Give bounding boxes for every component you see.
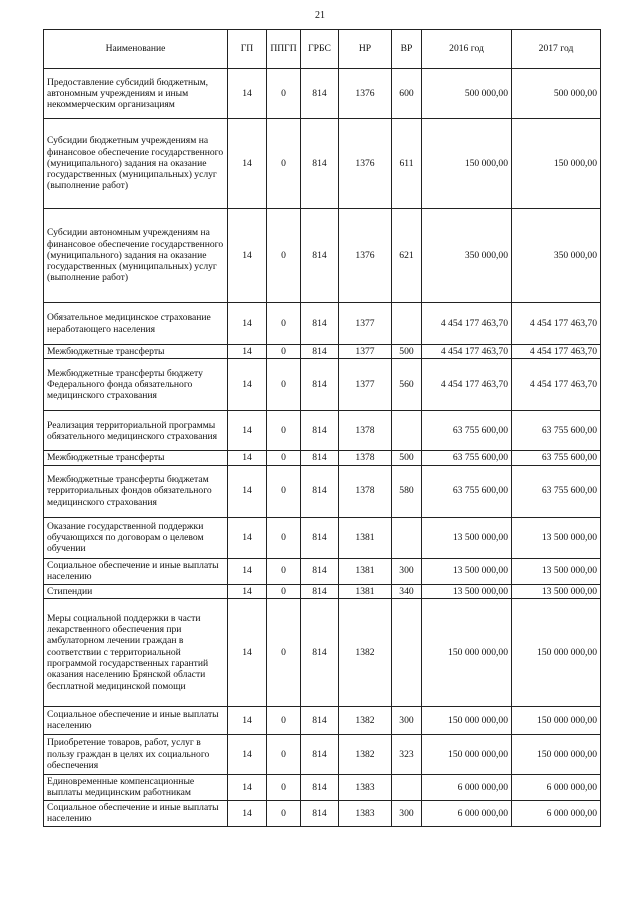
cell-ppgp: 0 xyxy=(267,359,301,411)
cell-name: Межбюджетные трансферты xyxy=(44,345,228,359)
table-row xyxy=(44,345,601,359)
cell-grbs: 814 xyxy=(301,734,339,774)
cell-y2016: 350 000,00 xyxy=(422,209,512,303)
cell-y2016: 150 000 000,00 xyxy=(422,734,512,774)
cell-ppgp: 0 xyxy=(267,69,301,119)
cell-y2017: 4 454 177 463,70 xyxy=(512,303,601,345)
cell-gp: 14 xyxy=(228,774,267,800)
cell-y2017: 63 755 600,00 xyxy=(512,465,601,517)
cell-nr: 1377 xyxy=(339,359,392,411)
cell-y2016: 500 000,00 xyxy=(422,69,512,119)
table-row xyxy=(44,119,601,209)
cell-vr xyxy=(392,411,422,451)
cell-name: Межбюджетные трансферты бюджету Федерального фонда обязательного медицинского страхования xyxy=(44,359,228,411)
cell-gp: 14 xyxy=(228,69,267,119)
cell-y2017: 13 500 000,00 xyxy=(512,517,601,558)
table-row xyxy=(44,69,601,119)
header-gp: ГП xyxy=(228,30,267,69)
table-row xyxy=(44,800,601,826)
table-row xyxy=(44,734,601,774)
header-ppgp: ППГП xyxy=(267,30,301,69)
table-row xyxy=(44,706,601,734)
header-2016: 2016 год xyxy=(422,30,512,69)
cell-y2016: 150 000,00 xyxy=(422,119,512,209)
cell-vr: 500 xyxy=(392,451,422,465)
cell-y2016: 13 500 000,00 xyxy=(422,517,512,558)
cell-y2017: 4 454 177 463,70 xyxy=(512,359,601,411)
cell-gp: 14 xyxy=(228,558,267,584)
cell-nr: 1383 xyxy=(339,800,392,826)
cell-ppgp: 0 xyxy=(267,800,301,826)
cell-name: Стипендии xyxy=(44,584,228,598)
cell-grbs: 814 xyxy=(301,598,339,706)
cell-vr: 323 xyxy=(392,734,422,774)
cell-vr: 611 xyxy=(392,119,422,209)
cell-ppgp: 0 xyxy=(267,734,301,774)
cell-grbs: 814 xyxy=(301,303,339,345)
cell-gp: 14 xyxy=(228,734,267,774)
cell-nr: 1381 xyxy=(339,584,392,598)
cell-gp: 14 xyxy=(228,598,267,706)
cell-name: Субсидии автономным учреждениям на финансовое обеспечение государственного (муниципального) задания на оказание государственных (муниципальных) услуг (выполнение работ) xyxy=(44,209,228,303)
cell-name: Социальное обеспечение и иные выплаты населению xyxy=(44,706,228,734)
cell-y2017: 150 000 000,00 xyxy=(512,734,601,774)
cell-y2016: 4 454 177 463,70 xyxy=(422,345,512,359)
cell-name: Социальное обеспечение и иные выплаты населению xyxy=(44,800,228,826)
cell-vr: 560 xyxy=(392,359,422,411)
cell-grbs: 814 xyxy=(301,465,339,517)
cell-vr xyxy=(392,517,422,558)
cell-name: Предоставление субсидий бюджетным, автономным учреждениям и иным некоммерческим организациям xyxy=(44,69,228,119)
cell-grbs: 814 xyxy=(301,558,339,584)
cell-gp: 14 xyxy=(228,209,267,303)
cell-y2016: 63 755 600,00 xyxy=(422,465,512,517)
cell-grbs: 814 xyxy=(301,69,339,119)
cell-nr: 1376 xyxy=(339,209,392,303)
page-number: 21 xyxy=(315,10,325,21)
table-row xyxy=(44,451,601,465)
cell-name: Единовременные компенсационные выплаты медицинским работникам xyxy=(44,774,228,800)
cell-grbs: 814 xyxy=(301,359,339,411)
cell-gp: 14 xyxy=(228,411,267,451)
cell-vr xyxy=(392,598,422,706)
cell-vr: 300 xyxy=(392,558,422,584)
cell-gp: 14 xyxy=(228,119,267,209)
cell-ppgp: 0 xyxy=(267,451,301,465)
cell-nr: 1377 xyxy=(339,303,392,345)
cell-ppgp: 0 xyxy=(267,598,301,706)
cell-y2017: 350 000,00 xyxy=(512,209,601,303)
cell-ppgp: 0 xyxy=(267,465,301,517)
cell-grbs: 814 xyxy=(301,119,339,209)
cell-gp: 14 xyxy=(228,303,267,345)
cell-ppgp: 0 xyxy=(267,584,301,598)
cell-ppgp: 0 xyxy=(267,411,301,451)
cell-y2017: 150 000 000,00 xyxy=(512,598,601,706)
cell-gp: 14 xyxy=(228,359,267,411)
cell-y2017: 63 755 600,00 xyxy=(512,451,601,465)
cell-vr: 600 xyxy=(392,69,422,119)
cell-y2016: 63 755 600,00 xyxy=(422,451,512,465)
cell-y2017: 4 454 177 463,70 xyxy=(512,345,601,359)
cell-vr xyxy=(392,303,422,345)
cell-name: Реализация территориальной программы обязательного медицинского страхования xyxy=(44,411,228,451)
cell-name: Межбюджетные трансферты бюджетам территориальных фондов обязательного медицинского страхования xyxy=(44,465,228,517)
cell-gp: 14 xyxy=(228,465,267,517)
cell-vr: 580 xyxy=(392,465,422,517)
cell-vr: 621 xyxy=(392,209,422,303)
cell-gp: 14 xyxy=(228,517,267,558)
table-row xyxy=(44,209,601,303)
cell-y2016: 13 500 000,00 xyxy=(422,584,512,598)
cell-name: Оказание государственной поддержки обучающихся по договорам о целевом обучении xyxy=(44,517,228,558)
cell-grbs: 814 xyxy=(301,800,339,826)
cell-y2017: 6 000 000,00 xyxy=(512,774,601,800)
cell-gp: 14 xyxy=(228,451,267,465)
cell-ppgp: 0 xyxy=(267,303,301,345)
cell-y2016: 63 755 600,00 xyxy=(422,411,512,451)
cell-ppgp: 0 xyxy=(267,774,301,800)
header-name: Наименование xyxy=(44,30,228,69)
table-header-row xyxy=(44,30,601,69)
cell-name: Субсидии бюджетным учреждениям на финансовое обеспечение государственного (муниципального) задания на оказание государственных (муниципальных) услуг (выполнение работ) xyxy=(44,119,228,209)
header-grbs: ГРБС xyxy=(301,30,339,69)
cell-y2017: 63 755 600,00 xyxy=(512,411,601,451)
cell-nr: 1381 xyxy=(339,517,392,558)
table-row xyxy=(44,598,601,706)
cell-gp: 14 xyxy=(228,584,267,598)
cell-gp: 14 xyxy=(228,345,267,359)
cell-y2016: 6 000 000,00 xyxy=(422,800,512,826)
cell-y2016: 4 454 177 463,70 xyxy=(422,303,512,345)
cell-y2016: 6 000 000,00 xyxy=(422,774,512,800)
cell-gp: 14 xyxy=(228,706,267,734)
header-2017: 2017 год xyxy=(512,30,601,69)
cell-nr: 1376 xyxy=(339,119,392,209)
cell-y2016: 4 454 177 463,70 xyxy=(422,359,512,411)
cell-nr: 1382 xyxy=(339,598,392,706)
cell-vr: 300 xyxy=(392,800,422,826)
cell-nr: 1383 xyxy=(339,774,392,800)
cell-y2017: 150 000 000,00 xyxy=(512,706,601,734)
cell-nr: 1381 xyxy=(339,558,392,584)
cell-ppgp: 0 xyxy=(267,558,301,584)
cell-nr: 1377 xyxy=(339,345,392,359)
cell-nr: 1382 xyxy=(339,734,392,774)
cell-vr: 340 xyxy=(392,584,422,598)
cell-name: Меры социальной поддержки в части лекарственного обеспечения при амбулаторном лечении граждан в соответствии с территориальной программой государственных гарантий оказания населению Брянской области бесплатной медицинской помощи xyxy=(44,598,228,706)
table-row xyxy=(44,359,601,411)
cell-ppgp: 0 xyxy=(267,345,301,359)
cell-vr: 500 xyxy=(392,345,422,359)
cell-nr: 1378 xyxy=(339,451,392,465)
cell-name: Межбюджетные трансферты xyxy=(44,451,228,465)
budget-table xyxy=(43,29,601,827)
cell-y2017: 500 000,00 xyxy=(512,69,601,119)
cell-nr: 1376 xyxy=(339,69,392,119)
cell-y2016: 150 000 000,00 xyxy=(422,598,512,706)
cell-ppgp: 0 xyxy=(267,517,301,558)
cell-y2017: 150 000,00 xyxy=(512,119,601,209)
table-row xyxy=(44,411,601,451)
table-row xyxy=(44,558,601,584)
cell-nr: 1382 xyxy=(339,706,392,734)
cell-nr: 1378 xyxy=(339,411,392,451)
cell-nr: 1378 xyxy=(339,465,392,517)
cell-grbs: 814 xyxy=(301,451,339,465)
cell-y2017: 13 500 000,00 xyxy=(512,558,601,584)
cell-ppgp: 0 xyxy=(267,209,301,303)
table-row xyxy=(44,303,601,345)
cell-vr: 300 xyxy=(392,706,422,734)
cell-ppgp: 0 xyxy=(267,706,301,734)
cell-y2016: 13 500 000,00 xyxy=(422,558,512,584)
cell-vr xyxy=(392,774,422,800)
table-row xyxy=(44,774,601,800)
cell-y2016: 150 000 000,00 xyxy=(422,706,512,734)
table-row xyxy=(44,465,601,517)
cell-gp: 14 xyxy=(228,800,267,826)
cell-grbs: 814 xyxy=(301,706,339,734)
cell-grbs: 814 xyxy=(301,345,339,359)
cell-name: Обязательное медицинское страхование неработающего населения xyxy=(44,303,228,345)
cell-grbs: 814 xyxy=(301,209,339,303)
cell-y2017: 6 000 000,00 xyxy=(512,800,601,826)
cell-y2017: 13 500 000,00 xyxy=(512,584,601,598)
header-vr: ВР xyxy=(392,30,422,69)
cell-grbs: 814 xyxy=(301,411,339,451)
cell-grbs: 814 xyxy=(301,584,339,598)
cell-name: Приобретение товаров, работ, услуг в пользу граждан в целях их социального обеспечения xyxy=(44,734,228,774)
header-nr: НР xyxy=(339,30,392,69)
cell-grbs: 814 xyxy=(301,774,339,800)
table-row xyxy=(44,517,601,558)
cell-ppgp: 0 xyxy=(267,119,301,209)
cell-name: Социальное обеспечение и иные выплаты населению xyxy=(44,558,228,584)
table-row xyxy=(44,584,601,598)
cell-grbs: 814 xyxy=(301,517,339,558)
